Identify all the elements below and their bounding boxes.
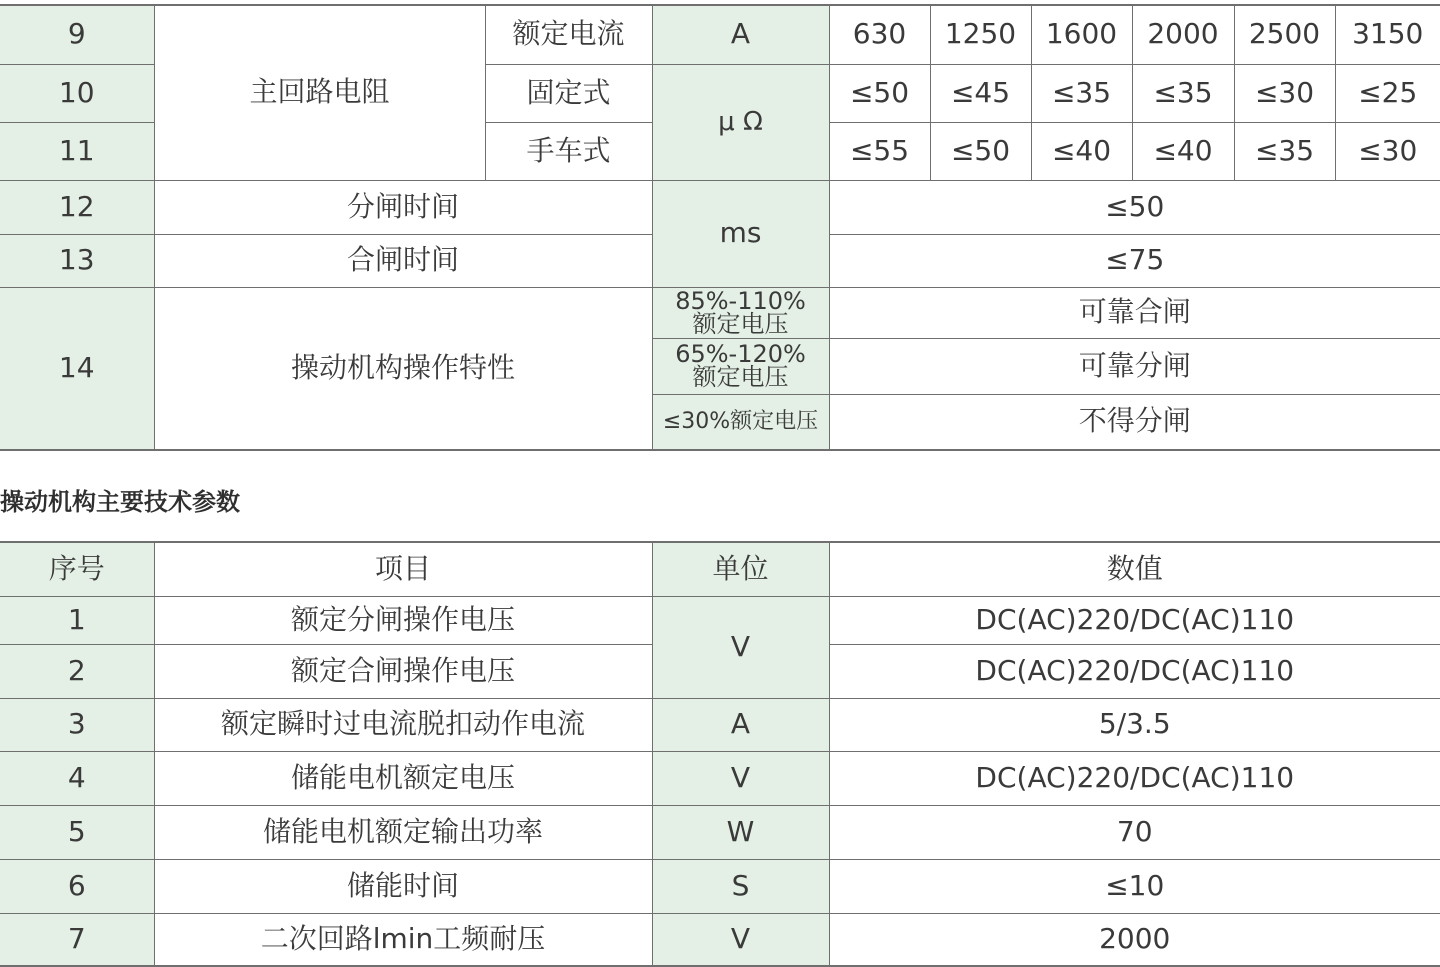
item-label: 手车式 <box>485 122 652 180</box>
value-cell: 可靠合闸 <box>829 287 1440 338</box>
value-cell: DC(AC)220/DC(AC)110 <box>829 644 1440 698</box>
unit-cell: S <box>652 859 829 913</box>
value-cell: ≤35 <box>1132 64 1234 122</box>
value-cell: ≤40 <box>1031 122 1132 180</box>
value-cell: 1250 <box>930 5 1031 64</box>
table-row <box>0 180 1440 234</box>
item-label: 额定瞬时过电流脱扣动作电流 <box>154 698 652 751</box>
row-number: 1 <box>0 596 154 644</box>
row-number: 7 <box>0 913 154 966</box>
value-cell: ≤10 <box>829 859 1440 913</box>
header-no: 序号 <box>0 542 154 596</box>
value-cell: ≤35 <box>1234 122 1335 180</box>
table-row <box>0 596 1440 644</box>
header-item: 项目 <box>154 542 652 596</box>
value-cell: ≤55 <box>829 122 930 180</box>
table-row <box>0 287 1440 338</box>
value-cell: ≤30 <box>1335 122 1440 180</box>
condition-basis: 额定电压 <box>692 309 789 338</box>
item-label: 操动机构操作特性 <box>154 287 652 450</box>
value-cell: 70 <box>829 805 1440 859</box>
value-cell: 不得分闸 <box>829 394 1440 450</box>
table-header-row <box>0 542 1440 596</box>
condition-basis: 额定电压 <box>692 363 789 391</box>
item-label: 合闸时间 <box>154 234 652 287</box>
condition-cell <box>652 287 829 338</box>
header-value: 数值 <box>829 542 1440 596</box>
condition-range: 65%-120% <box>675 340 806 369</box>
row-number: 11 <box>0 122 154 180</box>
table-row <box>0 5 1440 64</box>
table-row <box>0 913 1440 966</box>
value-cell: DC(AC)220/DC(AC)110 <box>829 596 1440 644</box>
unit-cell: μ Ω <box>652 64 829 180</box>
row-number: 4 <box>0 751 154 805</box>
unit-cell: V <box>652 913 829 966</box>
value-cell: 3150 <box>1335 5 1440 64</box>
item-label: 固定式 <box>485 64 652 122</box>
spec-table-top <box>0 4 1440 451</box>
spec-table-bottom <box>0 541 1440 967</box>
value-cell: DC(AC)220/DC(AC)110 <box>829 751 1440 805</box>
item-label: 储能电机额定输出功率 <box>154 805 652 859</box>
value-cell: 2000 <box>829 913 1440 966</box>
value-cell: 2500 <box>1234 5 1335 64</box>
condition-range: 85%-110% <box>675 287 806 315</box>
header-unit: 单位 <box>652 542 829 596</box>
item-label: 额定电流 <box>485 5 652 64</box>
value-cell: ≤35 <box>1031 64 1132 122</box>
value-cell: 5/3.5 <box>829 698 1440 751</box>
value-cell: ≤45 <box>930 64 1031 122</box>
table-row <box>0 859 1440 913</box>
main-circuit-resistance-label: 主回路电阻 <box>154 5 485 180</box>
value-cell: 2000 <box>1132 5 1234 64</box>
condition-cell <box>652 338 829 394</box>
unit-cell: V <box>652 596 829 698</box>
value-cell: ≤50 <box>829 64 930 122</box>
row-number: 9 <box>0 5 154 64</box>
row-number: 13 <box>0 234 154 287</box>
row-number: 2 <box>0 644 154 698</box>
table-row <box>0 805 1440 859</box>
row-number: 14 <box>0 287 154 450</box>
unit-cell: ms <box>652 180 829 287</box>
value-cell: ≤25 <box>1335 64 1440 122</box>
value-cell: ≤40 <box>1132 122 1234 180</box>
condition-cell: ≤30%额定电压 <box>652 394 829 450</box>
value-cell: 1600 <box>1031 5 1132 64</box>
item-label: 分闸时间 <box>154 180 652 234</box>
item-label: 二次回路lmin工频耐压 <box>154 913 652 966</box>
item-label: 储能时间 <box>154 859 652 913</box>
item-label: 储能电机额定电压 <box>154 751 652 805</box>
unit-cell: V <box>652 751 829 805</box>
value-cell: ≤50 <box>829 180 1440 234</box>
value-cell: 可靠分闸 <box>829 338 1440 394</box>
row-number: 3 <box>0 698 154 751</box>
section-title: 操动机构主要技术参数 <box>0 488 240 516</box>
table-row <box>0 751 1440 805</box>
unit-cell: A <box>652 5 829 64</box>
value-cell: ≤50 <box>930 122 1031 180</box>
value-cell: ≤30 <box>1234 64 1335 122</box>
value-cell: ≤75 <box>829 234 1440 287</box>
row-number: 5 <box>0 805 154 859</box>
item-label: 额定分闸操作电压 <box>154 596 652 644</box>
unit-cell: W <box>652 805 829 859</box>
item-label: 额定合闸操作电压 <box>154 644 652 698</box>
unit-cell: A <box>652 698 829 751</box>
row-number: 10 <box>0 64 154 122</box>
table-row <box>0 698 1440 751</box>
value-cell: 630 <box>829 5 930 64</box>
row-number: 12 <box>0 180 154 234</box>
row-number: 6 <box>0 859 154 913</box>
